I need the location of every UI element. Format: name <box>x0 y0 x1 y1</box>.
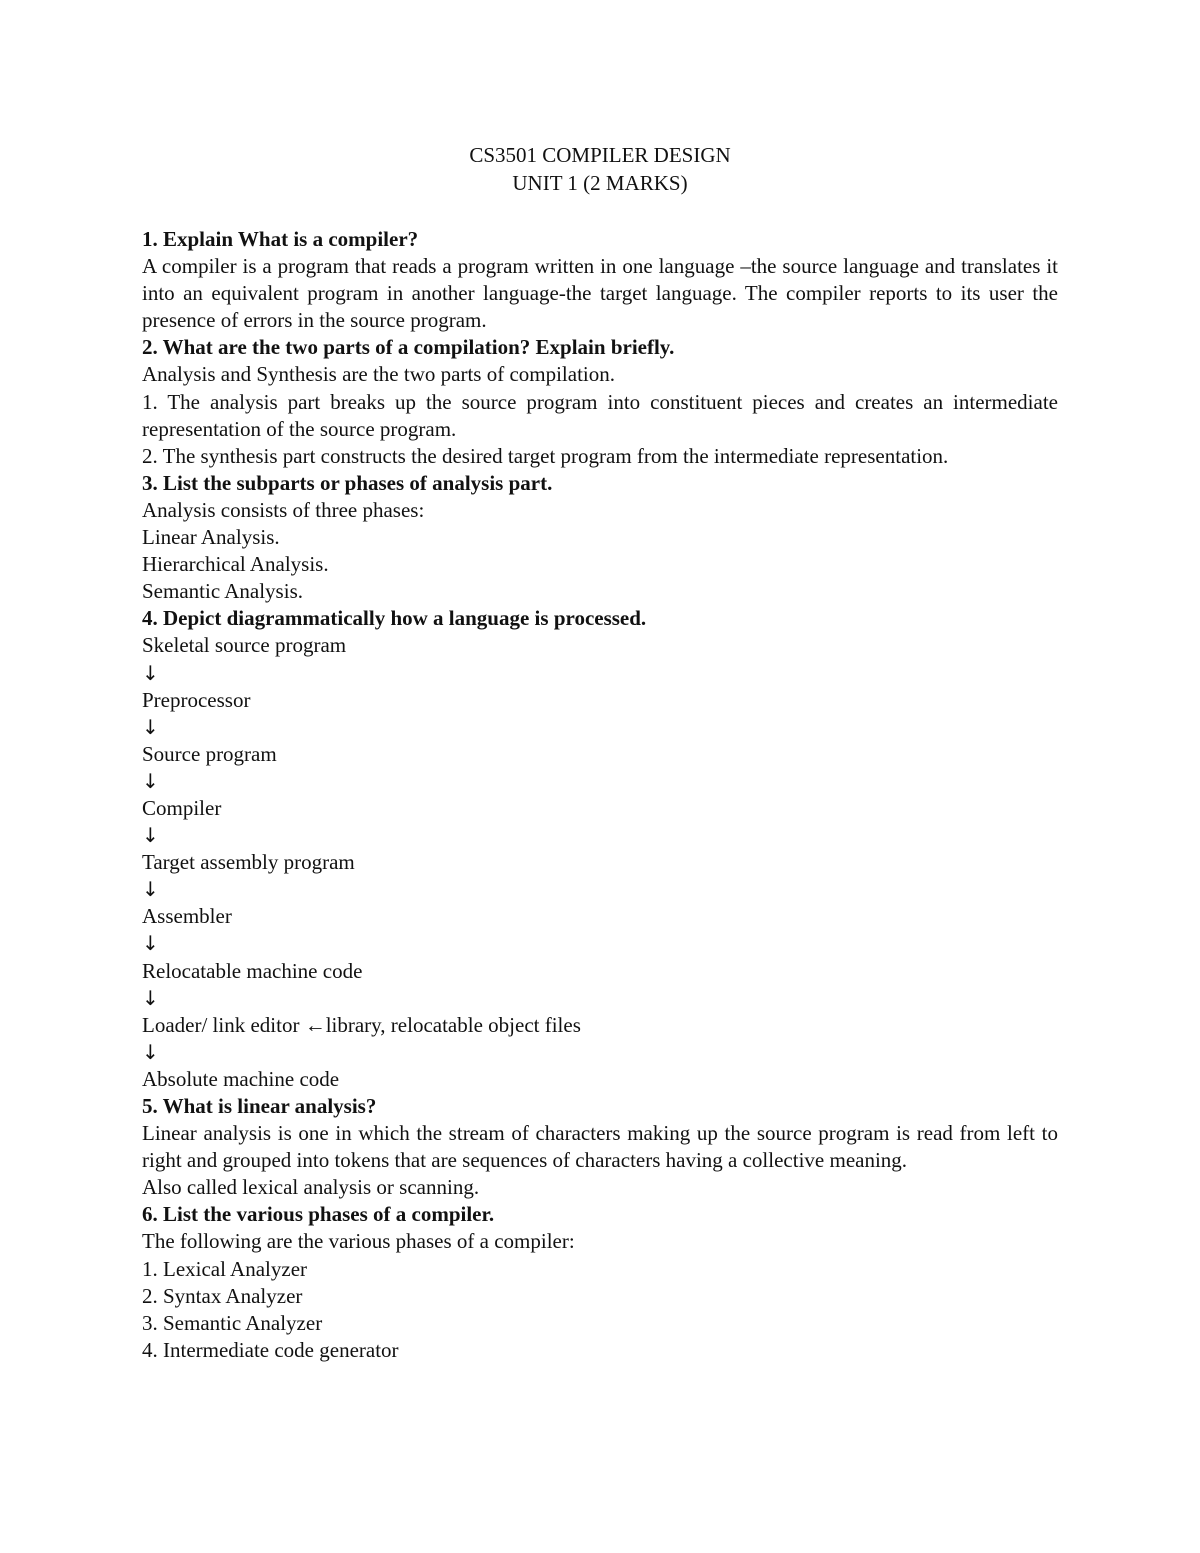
process-step: Relocatable machine code <box>142 958 363 983</box>
question-1-heading: 1. Explain What is a compiler? <box>142 227 419 251</box>
question-3-heading: 3. List the subparts or phases of analysis part. <box>142 470 553 495</box>
unit-title: UNIT 1 (2 MARKS) <box>512 171 688 195</box>
document-page <box>142 141 1058 1364</box>
question-4-heading: 4. Depict diagrammatically how a language is processed. <box>142 606 647 631</box>
question-1-answer: A compiler is a program that reads a program written in one language –the source language and translates it into an equivalent program in another language-the target language. The compiler reports to its user the presence of errors in the source program. <box>142 254 1058 333</box>
process-step: Compiler <box>142 795 222 820</box>
analysis-phase-item: Linear Analysis. <box>142 525 280 550</box>
process-step: Target assembly program <box>142 850 355 875</box>
question-2-intro: Analysis and Synthesis are the two parts of compilation. <box>142 362 616 387</box>
compiler-phase-item: 1. Lexical Analyzer <box>142 1256 308 1281</box>
down-arrow-icon: ↓ <box>142 1039 159 1064</box>
process-step: Absolute machine code <box>142 1066 340 1091</box>
question-2-heading: 2. What are the two parts of a compilation? Explain briefly. <box>142 335 675 360</box>
down-arrow-icon: ↓ <box>142 768 159 793</box>
question-2-point-1: 1. The analysis part breaks up the source program into constituent pieces and creates an intermediate representation of the source program. <box>142 389 1058 441</box>
compiler-phase-item: 4. Intermediate code generator <box>142 1337 399 1362</box>
compiler-phase-item: 3. Semantic Analyzer <box>142 1310 323 1335</box>
question-6-intro: The following are the various phases of a compiler: <box>142 1229 575 1254</box>
course-title: CS3501 COMPILER DESIGN <box>469 143 731 167</box>
analysis-phase-item: Hierarchical Analysis. <box>142 552 329 577</box>
process-step: Preprocessor <box>142 687 251 712</box>
down-arrow-icon: ↓ <box>142 877 159 902</box>
process-step: Skeletal source program <box>142 633 347 658</box>
question-5-heading: 5. What is linear analysis? <box>142 1094 377 1118</box>
down-arrow-icon: ↓ <box>142 985 159 1010</box>
process-step: Source program <box>142 741 277 766</box>
down-arrow-icon: ↓ <box>142 714 159 739</box>
compiler-phase-item: 2. Syntax Analyzer <box>142 1283 303 1308</box>
down-arrow-icon: ↓ <box>142 660 159 685</box>
question-3-intro: Analysis consists of three phases: <box>142 497 425 522</box>
title-gap <box>142 197 1058 226</box>
process-step: Loader/ link editor ←library, relocatable object files <box>142 1012 581 1037</box>
question-2-point-2: 2. The synthesis part constructs the desired target program from the intermediate representation. <box>142 443 949 468</box>
analysis-phase-item: Semantic Analysis. <box>142 579 303 604</box>
question-5-answer: Linear analysis is one in which the stream of characters making up the source program is read from left to right and grouped into tokens that are sequences of characters having a collective meaning. <box>142 1121 1058 1173</box>
down-arrow-icon: ↓ <box>142 931 159 956</box>
process-step: Assembler <box>142 904 232 929</box>
question-6-heading: 6. List the various phases of a compiler. <box>142 1202 495 1227</box>
question-5-note: Also called lexical analysis or scanning. <box>142 1175 480 1200</box>
down-arrow-icon: ↓ <box>142 823 159 848</box>
